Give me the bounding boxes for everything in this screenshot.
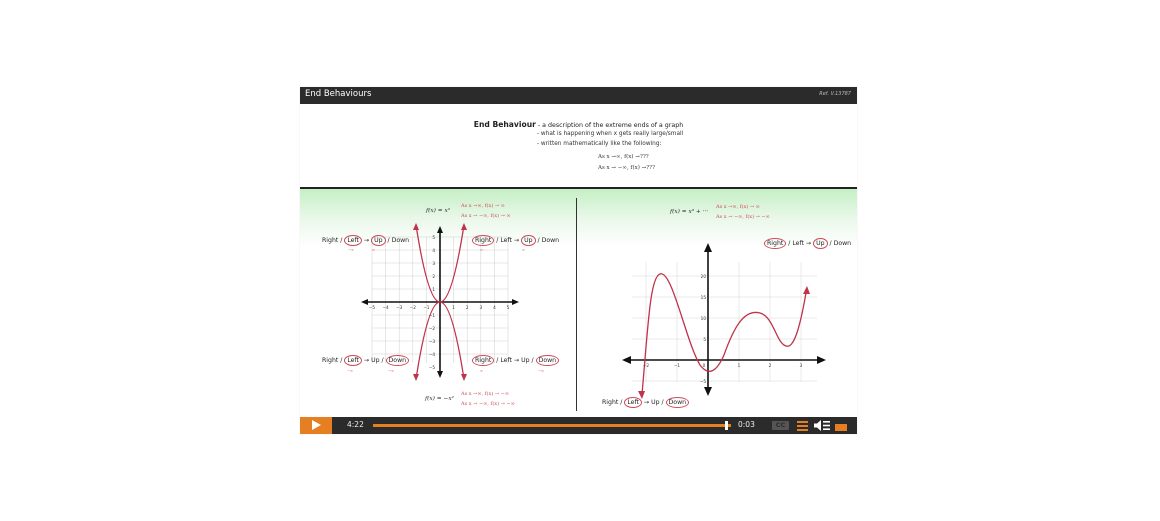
graph1-tick-y: 5 — [432, 235, 435, 240]
play-icon — [312, 420, 321, 430]
label-text: → — [361, 237, 372, 244]
video-player — [300, 87, 857, 434]
label-text: Right / — [602, 399, 625, 406]
graph2-rule-1: As x →∞, f(x) → ∞ — [716, 204, 760, 210]
label-text: / Down — [827, 240, 852, 247]
graph1-tick-y: 3 — [432, 261, 435, 266]
graph2-y-arrow-down — [704, 387, 712, 396]
graph1-tick-x: −2 — [409, 305, 416, 310]
definition-line-3: - written mathematically like the following: — [537, 141, 662, 147]
graph2-tick-x: 2 — [768, 363, 772, 368]
graph2-curve — [642, 274, 806, 394]
graph1-rule-top-1: As x →∞, f(x) → ∞ — [461, 203, 505, 209]
progress-bar[interactable] — [373, 424, 731, 427]
graph1-rule-bottom-1: As x →∞, f(x) → −∞ — [461, 391, 510, 397]
graph2-x-arrow-left — [622, 356, 631, 364]
label-text: → Up / — [361, 357, 386, 364]
graph1-rule-top-2: As x → −∞, f(x) → ∞ — [461, 213, 511, 219]
circled-down: Down — [536, 355, 560, 366]
graph1-arrowhead-4 — [461, 374, 467, 381]
graph1-note-inf: ∞ — [480, 248, 483, 252]
player-controls — [300, 417, 857, 434]
title-bar — [300, 87, 857, 104]
graph1-label-bottom-left — [322, 355, 409, 366]
label-text: / Left → — [494, 237, 522, 244]
graph1-rule-bottom-2: As x → −∞, f(x) → −∞ — [461, 401, 515, 407]
graph-divider — [576, 198, 577, 411]
graph2-x-arrow-right — [817, 356, 826, 364]
graph2-tick-x: 3 — [799, 363, 803, 368]
graph1-tick-y: −1 — [428, 313, 435, 318]
graph1-tick-x: 5 — [506, 305, 510, 310]
label-text: Right / — [322, 237, 345, 244]
graph1-arrowhead-1 — [413, 223, 419, 230]
graph1-note-inf: ∞ — [480, 369, 483, 373]
graph2-tick-x: −1 — [673, 363, 681, 368]
graph1-note-neg-inf: −∞ — [347, 369, 354, 373]
definition-panel — [300, 104, 857, 187]
graph1-tick-x: −5 — [368, 305, 376, 310]
graph1-tick-x: 1 — [452, 305, 455, 310]
graph2-grid — [632, 262, 817, 382]
graph2-tick-y: 20 — [700, 274, 706, 279]
graph2-label-bottom — [602, 397, 689, 408]
graph1-tick-y: −3 — [428, 339, 435, 344]
graph2-tick-y: 10 — [700, 316, 706, 321]
graph1-note-neg-inf: −∞ — [388, 369, 395, 373]
graph1-note-inf: ∞ — [522, 248, 525, 252]
graph2-tick-y: −5 — [699, 379, 706, 384]
definition-desc: - a description of the extreme ends of a graph — [535, 122, 684, 129]
menu-icon[interactable] — [797, 421, 808, 431]
graph1-function-top: f(x) = x² — [426, 208, 451, 214]
definition-term: End Behaviour — [473, 120, 536, 129]
graph1-function-bottom: f(x) = −x² — [425, 396, 454, 402]
label-text: / Down — [385, 237, 410, 244]
circled-right: Right — [472, 355, 494, 366]
graph1-label-top-left — [322, 235, 409, 246]
graph2-tick-y: 5 — [703, 337, 706, 342]
circled-down: Down — [386, 355, 410, 366]
graph1-y-arrow-down — [437, 371, 443, 378]
circled-up: Up — [813, 238, 827, 249]
graph2-svg — [622, 247, 842, 397]
graph1-tick-x: −3 — [396, 305, 403, 310]
graph1-tick-y: −4 — [428, 352, 435, 357]
definition-line-1 — [300, 120, 857, 129]
graph1-label-bottom-right — [472, 355, 559, 366]
graph1-note-neg-inf: −∞ — [538, 369, 545, 373]
graph2-tick-x: 0 — [702, 363, 706, 368]
definition-math-1: As x →∞, f(x) →??? — [598, 154, 649, 160]
fullscreen-icon[interactable] — [835, 420, 847, 431]
graph1-note-inf: ∞ — [372, 248, 375, 252]
elapsed-time: 4:22 — [347, 420, 364, 429]
graph2-function: f(x) = x³ + ··· — [670, 209, 709, 215]
label-text: / Down — [535, 237, 560, 244]
graph2-arrowhead-right — [803, 286, 810, 294]
cc-button[interactable]: CC — [772, 421, 789, 430]
graph1-tick-x: −1 — [423, 305, 430, 310]
circled-up: Up — [371, 235, 385, 246]
graph1-tick-x: −4 — [382, 305, 389, 310]
graph1-x-arrow-left — [361, 299, 368, 305]
circled-left: Left — [344, 355, 362, 366]
graph1-tick-x: 3 — [479, 305, 483, 310]
graph1-tick-y: 1 — [432, 287, 435, 292]
circled-right: Right — [472, 235, 494, 246]
label-text: → Up / — [641, 399, 666, 406]
graph2-y-arrow-up — [704, 243, 712, 252]
graph1-tick-x: 4 — [493, 305, 496, 310]
progress-handle[interactable] — [725, 421, 728, 430]
play-button[interactable] — [300, 417, 332, 434]
graph1-note-neg-inf: −∞ — [348, 248, 355, 252]
graph1-tick-x: 2 — [465, 305, 469, 310]
graph2-tick-y: 15 — [700, 295, 706, 300]
label-text: / Left → — [786, 240, 814, 247]
graph1-tick-y: −5 — [428, 365, 435, 370]
graph1-arrowhead-3 — [413, 374, 419, 381]
graphs-panel — [300, 189, 857, 417]
graph1-label-top-right — [472, 235, 559, 246]
circled-left: Left — [344, 235, 362, 246]
definition-math-2: As x → −∞, f(x) →??? — [598, 165, 656, 171]
remaining-time: 0:03 — [738, 420, 755, 429]
circled-up: Up — [521, 235, 535, 246]
graph2-rule-2: As x → −∞, f(x) → −∞ — [716, 214, 770, 220]
volume-icon[interactable] — [814, 420, 830, 431]
graph1-tick-y: 4 — [432, 248, 435, 253]
reference-code: Ref. V.13787 — [819, 91, 851, 97]
graph1-tick-y: 2 — [432, 274, 435, 279]
graph2-tick-x: 1 — [737, 363, 741, 368]
graph1-tick-y: −2 — [428, 326, 435, 331]
definition-line-2: - what is happening when x gets really large/small — [537, 131, 684, 137]
label-text: Right / — [322, 357, 345, 364]
graph1-x-arrow-right — [512, 299, 519, 305]
circled-left: Left — [624, 397, 642, 408]
label-text: / Left → Up / — [494, 357, 536, 364]
graph1-arrowhead-2 — [461, 223, 467, 230]
circled-down: Down — [666, 397, 690, 408]
circled-right: Right — [764, 238, 786, 249]
video-title: End Behaviours — [305, 89, 372, 99]
graph2-tick-x: −2 — [642, 363, 650, 368]
graph1-y-arrow-up — [437, 226, 443, 233]
